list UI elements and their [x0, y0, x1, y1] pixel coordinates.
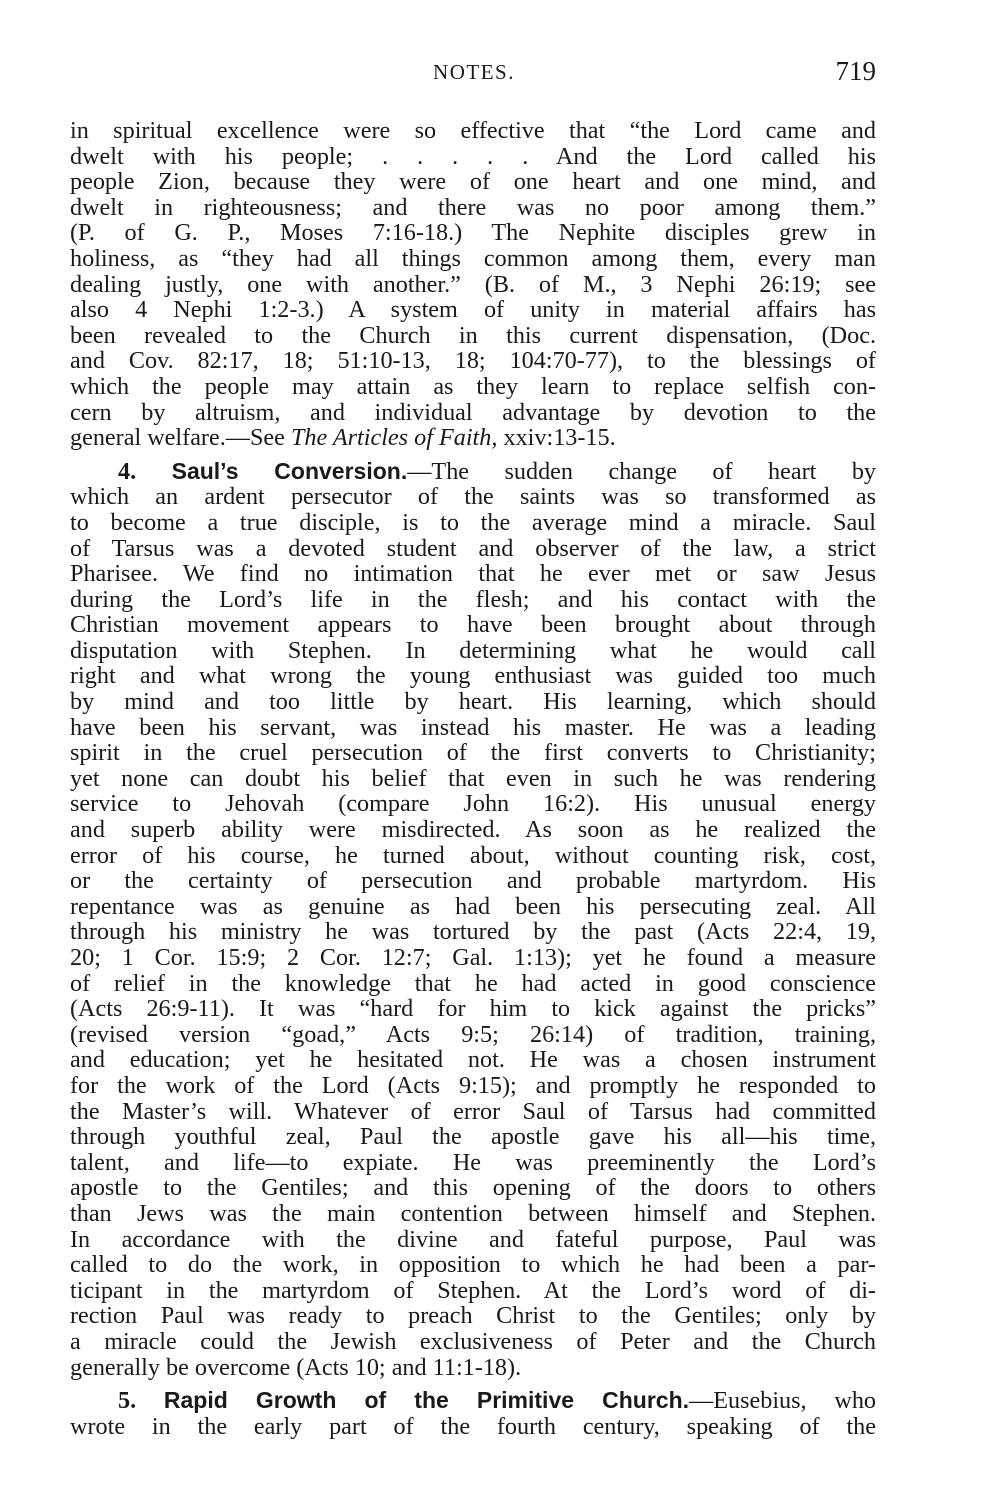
note-heading-line	[70, 459, 876, 485]
text-fragment: —The sudden change of heart by	[407, 457, 877, 485]
running-title: NOTES.	[433, 60, 515, 84]
text-line: repentance was as genuine as had been his persecuting zeal. All	[70, 892, 876, 920]
text-line: talent, and life—to expiate. He was preeminently the Lord’s	[70, 1148, 876, 1176]
text-line: which the people may attain as they learn to replace selfish con-	[70, 372, 876, 400]
text-line: or the certainty of persecution and probable martyrdom. His	[70, 867, 876, 895]
text-line: holiness, as “they had all things common among them, every man	[70, 244, 876, 272]
note-continuation-paragraph	[70, 118, 876, 451]
text-line: wrote in the early part of the fourth century, speaking of the	[70, 1412, 876, 1440]
running-head	[70, 56, 878, 92]
text-line: in spiritual excellence were so effective that “the Lord came and	[70, 117, 876, 144]
text-line: called to do the work, in opposition to which he had been a par-	[70, 1251, 876, 1279]
text-line: through his ministry he was tortured by the past (Acts 22:4, 19,	[70, 918, 876, 946]
note-4-sauls-conversion	[70, 459, 876, 1380]
text-line: to become a true disciple, is to the average mind a miracle. Saul	[70, 508, 876, 536]
text-line: yet none can doubt his belief that even in such he was rendering	[70, 764, 876, 792]
text-line: also 4 Nephi 1:2-3.) A system of unity in material affairs has	[70, 296, 876, 324]
text-line: spirit in the cruel persecution of the first converts to Christianity;	[70, 739, 876, 767]
text-line: than Jews was the main contention between himself and Stephen.	[70, 1199, 876, 1227]
text-fragment: general welfare.—See	[70, 424, 291, 452]
text-line: ticipant in the martyrdom of Stephen. At the Lord’s word of di-	[70, 1276, 876, 1304]
book-title-italic: The Articles of Faith,	[290, 424, 498, 452]
page-number: 719	[835, 56, 876, 86]
note-number: 5.	[118, 1387, 137, 1415]
body-text	[70, 118, 876, 1439]
text-line: (P. of G. P., Moses 7:16-18.) The Nephite disciples grew in	[70, 219, 876, 247]
text-line: 20; 1 Cor. 15:9; 2 Cor. 12:7; Gal. 1:13); yet he found a measure	[70, 944, 876, 971]
text-line: been revealed to the Church in this current dispensation, (Doc.	[70, 321, 876, 349]
text-line: Christian movement appears to have been brought about through	[70, 611, 876, 639]
text-line: by mind and too little by heart. His learning, which should	[70, 688, 876, 716]
text-line: of relief in the knowledge that he had acted in good conscience	[70, 969, 876, 997]
text-line: rection Paul was ready to preach Christ to the Gentiles; only by	[70, 1302, 876, 1330]
text-line: during the Lord’s life in the flesh; and his contact with the	[70, 585, 876, 613]
note-number: 4.	[118, 457, 137, 485]
text-line: which an ardent persecutor of the saints was so transformed as	[70, 483, 876, 511]
note-heading-line	[70, 1388, 876, 1414]
note-heading: Rapid Growth of the Primitive Church.	[163, 1387, 690, 1414]
text-line: right and what wrong the young enthusiast was guided too much	[70, 662, 876, 690]
text-fragment: xxiv:13-15.	[497, 424, 616, 452]
note-heading: Saul’s Conversion.	[171, 457, 408, 484]
text-line: dealing justly, one with another.” (B. of M., 3 Nephi 26:19; see	[70, 270, 876, 298]
text-line: In accordance with the divine and fateful purpose, Paul was	[70, 1225, 876, 1253]
text-line: have been his servant, was instead his master. He was a leading	[70, 713, 876, 741]
text-line: (Acts 26:9-11). It was “hard for him to kick against the pricks”	[70, 995, 876, 1023]
text-line: and education; yet he hesitated not. He was a chosen instrument	[70, 1046, 876, 1074]
note-5-rapid-growth	[70, 1388, 876, 1439]
text-line: error of his course, he turned about, without counting risk, cost,	[70, 841, 876, 869]
text-line: Pharisee. We find no intimation that he ever met or saw Jesus	[70, 560, 876, 588]
text-line: a miracle could the Jewish exclusiveness of Peter and the Church	[70, 1327, 876, 1355]
text-line: for the work of the Lord (Acts 9:15); and promptly he responded to	[70, 1071, 876, 1099]
text-line: the Master’s will. Whatever of error Saul of Tarsus had committed	[70, 1097, 876, 1125]
text-line: (revised version “goad,” Acts 9:5; 26:14) of tradition, training,	[70, 1020, 876, 1048]
text-line: disputation with Stephen. In determining what he would call	[70, 636, 876, 664]
text-line: and superb ability were misdirected. As soon as he realized the	[70, 816, 876, 844]
text-line: generally be overcome (Acts 10; and 11:1-18).	[70, 1353, 522, 1381]
text-line: dwelt with his people; . . . . . And the Lord called his	[70, 142, 876, 170]
text-line: service to Jehovah (compare John 16:2). His unusual energy	[70, 790, 876, 818]
text-line: cern by altruism, and individual advantage by devotion to the	[70, 398, 876, 426]
text-fragment: —Eusebius, who	[689, 1387, 877, 1415]
text-line: of Tarsus was a devoted student and observer of the law, a strict	[70, 534, 876, 562]
text-line: people Zion, because they were of one heart and one mind, and	[70, 168, 876, 196]
text-line: apostle to the Gentiles; and this opening of the doors to others	[70, 1174, 876, 1202]
text-line: through youthful zeal, Paul the apostle gave his all—his time,	[70, 1123, 876, 1151]
text-line: dwelt in righteousness; and there was no poor among them.”	[70, 193, 876, 221]
text-line	[70, 425, 876, 451]
text-line: and Cov. 82:17, 18; 51:10-13, 18; 104:70-77), to the blessings of	[70, 347, 876, 375]
